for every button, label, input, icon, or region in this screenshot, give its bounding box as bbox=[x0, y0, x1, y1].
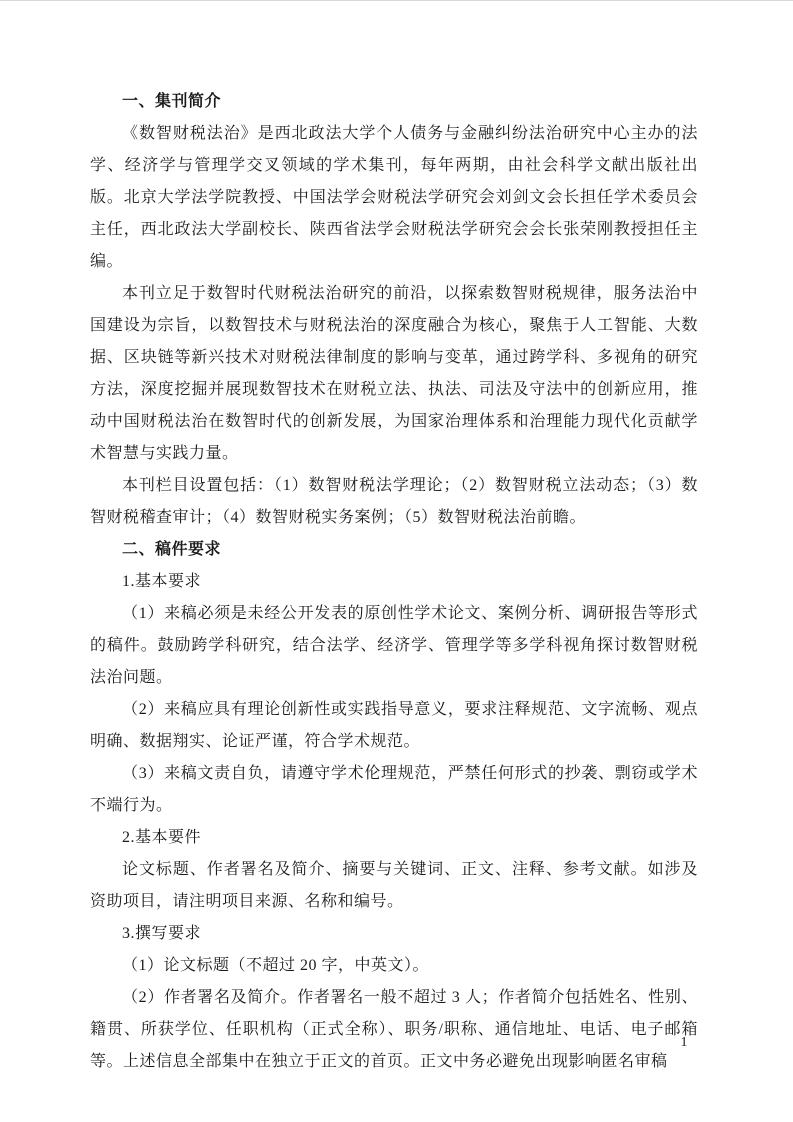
heading-submission-requirements: 二、稿件要求 bbox=[122, 541, 222, 558]
paragraph-journal-mission: 本刊立足于数智时代财税法治研究的前沿，以探索数智财税规律，服务法治中国建设为宗旨，以数智技术与财税法治的深度融合为核心，聚焦于人工智能、大数据、区块链等新兴技术对财税法律制度的影响与变革，通过跨学科、多视角的研究方法，深度挖掘并展现数智技术在财税立法、执法、司法及守法中的创新应用，推动中国财税法治在数智时代的创新发展，为国家治理体系和治理能力现代化贡献学术智慧与实践力量。 bbox=[90, 285, 698, 462]
paragraph-writing-author-rule: （2）作者署名及简介。作者署名一般不超过 3 人；作者简介包括姓名、性别、籍贯、所获学位、任职机构（正式全称）、职务/职称、通信地址、电话、电子邮箱等。上述信息全部集中在独立于正文的首页。正文中务必避免出现影响匿名审稿 bbox=[90, 989, 698, 1070]
page-top-edge-divider bbox=[0, 0, 793, 1]
paragraph-writing-title-rule: （1）论文标题（不超过 20 字，中英文）。 bbox=[122, 957, 430, 974]
document-content bbox=[90, 86, 698, 1078]
paragraph-journal-overview: 《数智财税法治》是西北政法大学个人债务与金融纠纷法治研究中心主办的法学、经济学与管理学交叉领域的学术集刊，每年两期，由社会科学文献出版社出版。北京大学法学院教授、中国法学会财税法学研究会刘剑文会长担任学术委员会主任，西北政法大学副校长、陕西省法学会财税法学研究会会长张荣刚教授担任主编。 bbox=[90, 125, 698, 270]
subheading-basic-requirements: 1.基本要求 bbox=[122, 573, 202, 590]
paragraph-requirement-2: （2）来稿应具有理论创新性或实践指导意义，要求注释规范、文字流畅、观点明确、数据翔实、论证严谨，符合学术规范。 bbox=[90, 701, 698, 750]
subheading-basic-elements: 2.基本要件 bbox=[122, 829, 202, 846]
page-number: 1 bbox=[680, 1035, 688, 1050]
paragraph-journal-columns: 本刊栏目设置包括：（1）数智财税法学理论；（2）数智财税立法动态；（3）数智财税稽查审计；（4）数智财税实务案例；（5）数智财税法治前瞻。 bbox=[90, 477, 698, 526]
paragraph-requirement-3: （3）来稿文责自负，请遵守学术伦理规范，严禁任何形式的抄袭、剽窃或学术不端行为。 bbox=[90, 765, 698, 814]
subheading-writing-requirements: 3.撰写要求 bbox=[122, 925, 202, 942]
paragraph-elements-detail: 论文标题、作者署名及简介、摘要与关键词、正文、注释、参考文献。如涉及资助项目，请注明项目来源、名称和编号。 bbox=[90, 861, 698, 910]
paragraph-requirement-1: （1）来稿必须是未经公开发表的原创性学术论文、案例分析、调研报告等形式的稿件。鼓励跨学科研究，结合法学、经济学、管理学等多学科视角探讨数智财税法治问题。 bbox=[90, 605, 698, 686]
heading-journal-intro: 一、集刊简介 bbox=[122, 93, 222, 110]
